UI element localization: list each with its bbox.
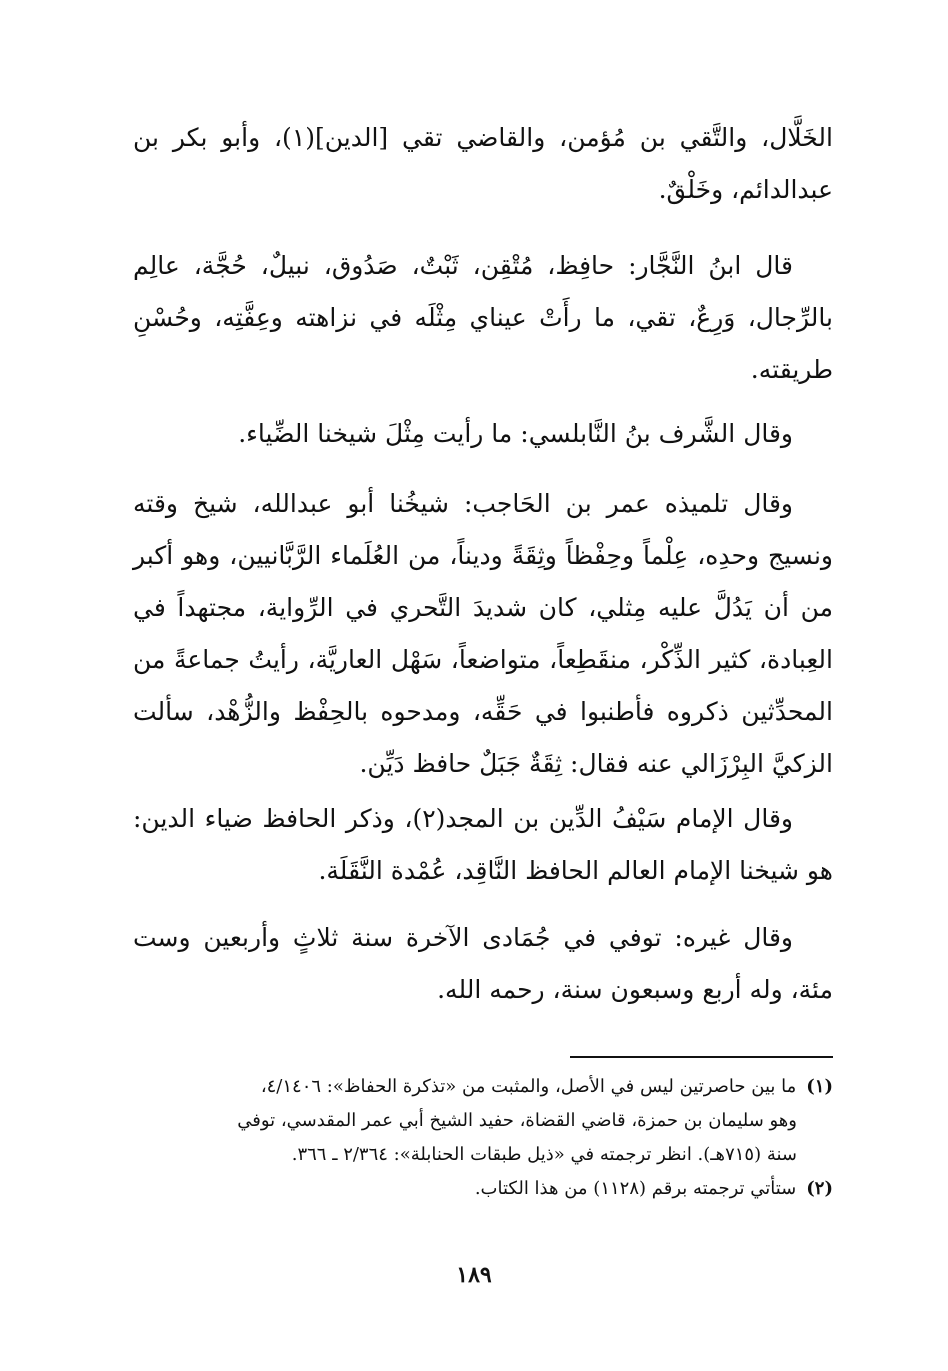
footnote-number: (٢) — [806, 1178, 833, 1199]
footnote-text: وهو سليمان بن حمزة، قاضي القضاة، حفيد الشيخ أبي عمر المقدسي، توفي — [237, 1110, 797, 1131]
paragraph-text: وقال الإمام سَيْفُ الدِّين بن المجد(٢)، وذكر الحافظ ضياء الدين: هو شيخنا الإمام العالم الحافظ النَّاقِد، عُمْدة النَّقَلَة. — [133, 804, 833, 885]
footnote-text: ستأتي ترجمته برقم (١١٢٨) من هذا الكتاب. — [474, 1178, 797, 1199]
paragraph-text: الخَلَّال، والتَّقي بن مُؤمن، والقاضي تقي [الدين](١)، وأبو بكر بن عبدالدائم، وخَلْقٌ. — [133, 123, 833, 204]
paragraph-1 — [133, 112, 833, 216]
paragraph-text: وقال الشَّرف بنُ النَّابلسي: ما رأيت مِثْلَ شيخنا الضِّياء. — [238, 419, 793, 448]
paragraph-2 — [133, 240, 833, 396]
paragraph-4 — [133, 478, 833, 790]
paragraph-text: وقال غيره: توفي في جُمَادى الآخرة سنة ثلاثٍ وأربعين وست مئة، وله أربع وسبعون سنة، رحمه الله. — [133, 923, 833, 1004]
paragraph-text: قال ابنُ النَّجَّار: حافِظ، مُتْقِن، ثَبْتٌ، صَدُوق، نبيلٌ، حُجَّة، عالِم بالرِّجال، وَرِعٌ، تقي، ما رأَتْ عيناي مِثْلَه في نزاهته وعِفَّتِه، وحُسْنِ طريقته. — [133, 251, 833, 384]
footnote-text: ما بين حاصرتين ليس في الأصل، والمثبت من «تذكرة الحفاظ»: ٤/١٤٠٦، — [260, 1076, 797, 1097]
footnote-separator — [570, 1056, 833, 1058]
footnote-2 — [133, 1172, 833, 1206]
footnote-text: سنة (٧١٥هـ). انظر ترجمته في «ذيل طبقات الحنابلة»: ٢/٣٦٤ ـ ٣٦٦. — [291, 1144, 797, 1165]
paragraph-6 — [133, 912, 833, 1016]
page-number: ١٨٩ — [456, 1262, 492, 1288]
footnote-number: (١) — [806, 1076, 833, 1097]
paragraph-3 — [133, 408, 833, 460]
paragraph-5 — [133, 793, 833, 897]
paragraph-text: وقال تلميذه عمر بن الحَاجب: شيخُنا أبو عبدالله، شيخ وقته ونسيج وحدِه، عِلْماً وحِفْظاً وثِقَةً وديناً، من العُلَماء الرَّبَّانيين، وهو أكبر من أن يَدُلَّ عليه مِثلي، كان شديدَ التَّحري في الرِّواية، مجتهداً في العِبادة، كثير الذِّكْر، منقَطِعاً، متواضعاً، سَهْل العاريَّة، رأيتُ جماعةً من المحدِّثين ذكروه فأطنبوا في حَقِّه، ومدحوه بالحِفْظ والزُّهْد، سألت الزكيَّ البِرْزَالي عنه فقال: ثِقَةٌ جَبَلٌ حافظ دَيِّن. — [133, 489, 833, 778]
footnotes — [133, 1070, 833, 1206]
footnote-1 — [133, 1070, 833, 1172]
